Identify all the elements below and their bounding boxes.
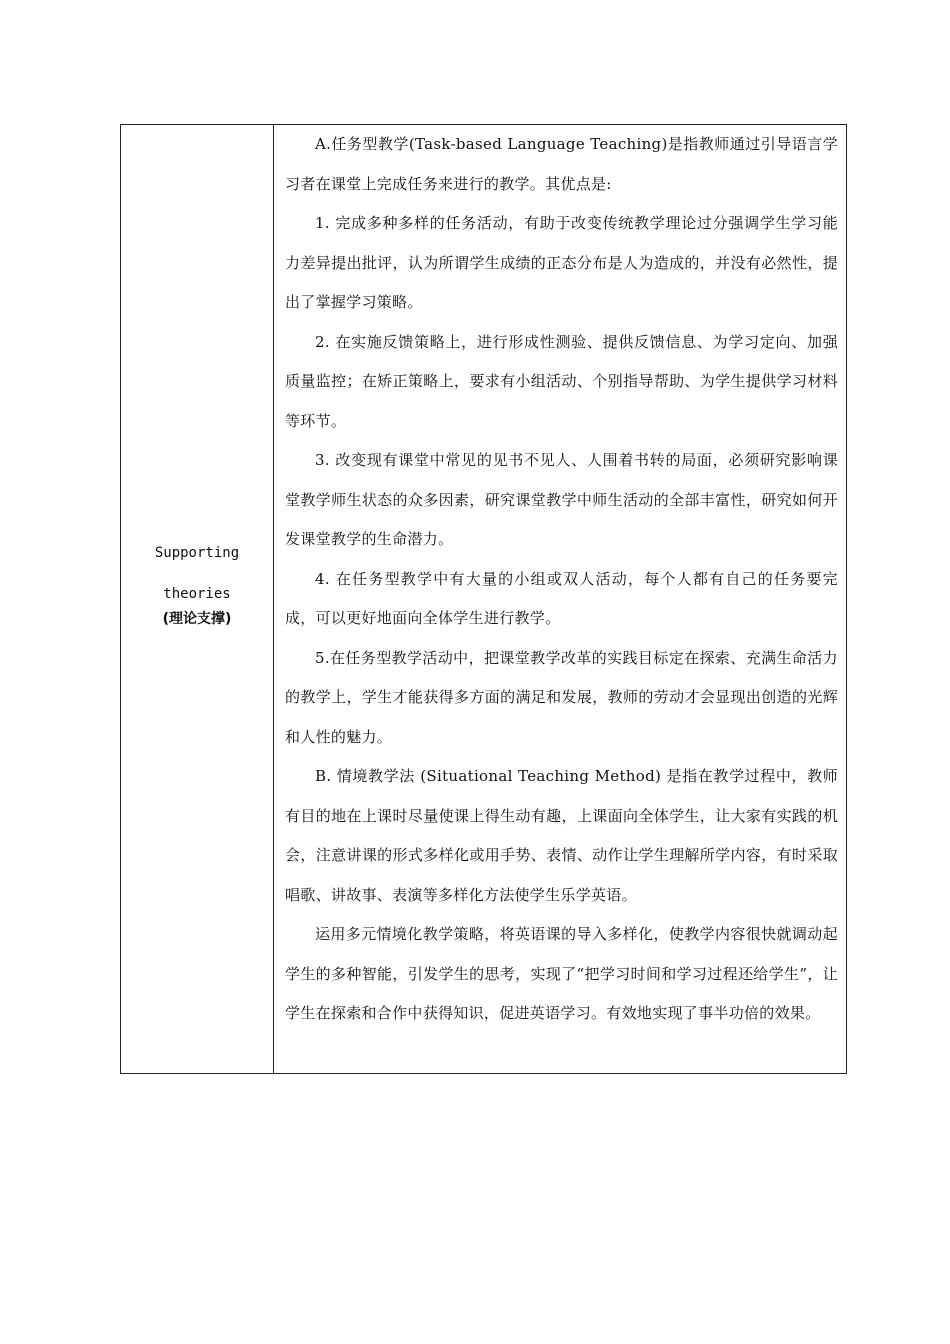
paragraph-situational-teaching: B. 情境教学法 (Situational Teaching Method) 是指在教学过程中，教师有目的地在上课时尽量使课上得生动有趣，上课面向全体学生，让大家有实践的机会，注意讲课的形式多样化或用手势、表情、动作让学生理解所学内容，有时采取唱歌、讲故事、表演等多样化方法使学生乐学英语。 — [285, 767, 838, 904]
paragraph-point-3: 3. 改变现有课堂中常见的见书不见人、人围着书转的局面，必须研究影响课堂教学师生状态的众多因素，研究课堂教学中师生活动的全部丰富性，研究如何开发课堂教学的生命潜力。 — [285, 451, 838, 548]
row-label-line-2: theories — [163, 586, 231, 602]
paragraph-strategy-summary: 运用多元情境化教学策略，将英语课的导入多样化，使教学内容很快就调动起学生的多种智能，引发学生的思考，实现了“把学习时间和学习过程还给学生”，让学生在探索和合作中获得知识，促进英语学习。有效地实现了事半功倍的效果。 — [285, 925, 838, 1022]
paragraph-point-4: 4. 在任务型教学中有大量的小组或双人活动，每个人都有自己的任务要完成，可以更好地面向全体学生进行教学。 — [285, 569, 838, 627]
row-label-line-3: (理论支撑) — [162, 611, 232, 627]
paragraph-point-2: 2. 在实施反馈策略上，进行形成性测验、提供反馈信息、为学习定向、加强质量监控；在矫正策略上，要求有小组活动、个别指导帮助、为学生提供学习材料等环节。 — [285, 332, 838, 430]
paragraph-task-based-intro: A.任务型教学(Task-based Language Teaching)是指教师通过引导语言学习者在课堂上完成任务来进行的教学。其优点是: — [285, 135, 838, 193]
paragraph-point-5: 5.在任务型教学活动中，把课堂教学改革的实践目标定在探索、充满生命活力的教学上，学生才能获得多方面的满足和发展，教师的劳动才会显现出创造的光辉和人性的魅力。 — [285, 648, 838, 746]
row-label-cell — [121, 125, 274, 1073]
row-label-line-1: Supporting — [154, 545, 240, 561]
paragraph-point-1: 1. 完成多种多样的任务活动，有助于改变传统教学理论过分强调学生学习能力差异提出批评，认为所谓学生成绩的正态分布是人为造成的，并没有必然性，提出了掌握学习策略。 — [285, 214, 838, 311]
theory-table — [120, 124, 847, 1074]
content-cell — [274, 125, 846, 1073]
